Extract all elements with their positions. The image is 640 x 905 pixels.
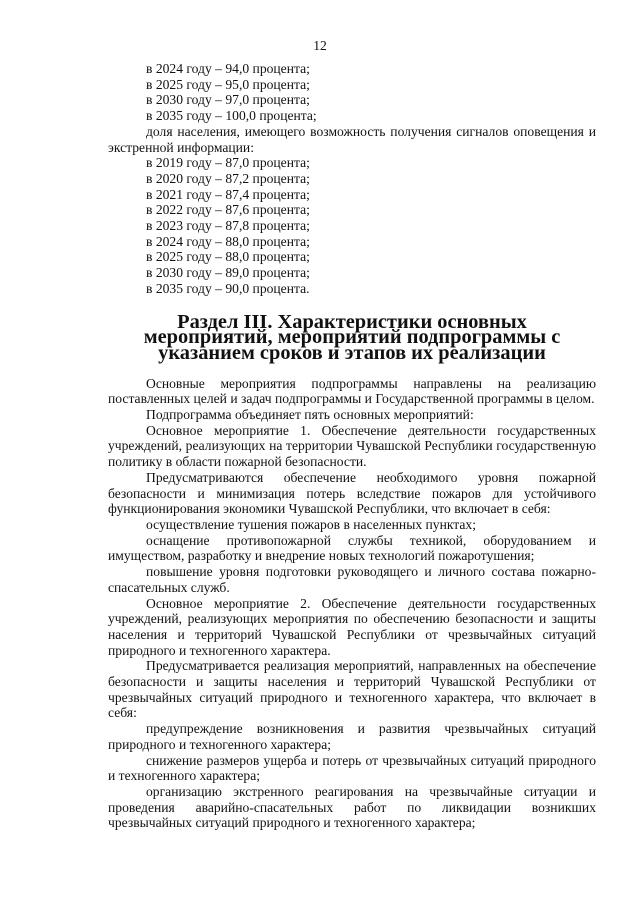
paragraph: осуществление тушения пожаров в населенных пунктах; [146,516,477,532]
list-item: в 2035 году – 100,0 процента; [146,108,317,124]
section-body [108,376,596,831]
list-item: в 2021 году – 87,4 процента; [146,186,310,202]
list-item: в 2022 году – 87,6 процента; [146,202,310,218]
paragraph: Подпрограмма объединяет пять основных мероприятий: [146,407,474,423]
section-heading: Раздел III. Характеристики основных мероприятий, мероприятий подпрограммы с указанием сроков и этапов их реализации [143,310,561,364]
percentage-list-b [108,155,596,296]
paragraph: Предусматриваются обеспечение необходимого уровня пожарной безопасности и минимизация потерь вследствие пожаров для устойчивого функционирования экономики Чувашской Республики, что включает в себя: [108,469,596,517]
paragraph: предупреждение возникновения и развития чрезвычайных ситуаций природного и техногенного характера; [108,721,596,752]
percentage-list-a [108,61,596,124]
list-item: в 2019 году – 87,0 процента; [146,155,310,171]
paragraph: организацию экстренного реагирования на чрезвычайные ситуации и проведения аварийно-спасательных работ по ликвидации возникших чрезвычайных ситуаций природного и техногенного характера; [108,783,596,831]
paragraph: повышение уровня подготовки руководящего и личного состава пожарно-спасательных служб. [108,564,596,595]
list-item: в 2023 году – 87,8 процента; [146,218,310,234]
list-item: в 2030 году – 97,0 процента; [146,92,310,108]
list-item: в 2025 году – 88,0 процента; [146,249,310,265]
list-item: в 2024 году – 88,0 процента; [146,233,310,249]
list-item: в 2035 году – 90,0 процента. [146,280,310,296]
paragraph: Основное мероприятие 2. Обеспечение деятельности государственных учреждений, реализующих мероприятия по обеспечению безопасности и защиты населения и территорий Чувашской Республики от чрезвычайных ситуаций природного и техногенного характера. [108,595,596,658]
document-body [108,61,596,831]
list-item: в 2030 году – 89,0 процента; [146,265,310,281]
paragraph: оснащение противопожарной службы техникой, оборудованием и имуществом, разработку и внедрение новых технологий пожаротушения; [108,532,596,564]
page-number: 12 [313,38,327,53]
paragraph: Основное мероприятие 1. Обеспечение деятельности государственных учреждений, реализующих на территории Чувашской Республики государственную политику в области пожарной безопасности. [108,422,596,470]
list-item: в 2025 году – 95,0 процента; [146,76,310,92]
list-item: в 2024 году – 94,0 процента; [146,61,310,76]
paragraph: снижение размеров ущерба и потерь от чрезвычайных ситуаций природного и техногенного характера; [108,752,596,784]
paragraph: Основные мероприятия подпрограммы направлены на реализацию поставленных целей и задач подпрограммы и Государственной программы в целом. [108,375,596,407]
indicator-intro: доля населения, имеющего возможность получения сигналов оповещения и экстренной информации: [108,123,596,155]
paragraph: Предусматривается реализация мероприятий, направленных на обеспечение безопасности и защиты населения и территорий Чувашской Республики от чрезвычайных ситуаций природного и техногенного характера, что включает в себя: [108,658,596,721]
list-item: в 2020 году – 87,2 процента; [146,170,310,186]
